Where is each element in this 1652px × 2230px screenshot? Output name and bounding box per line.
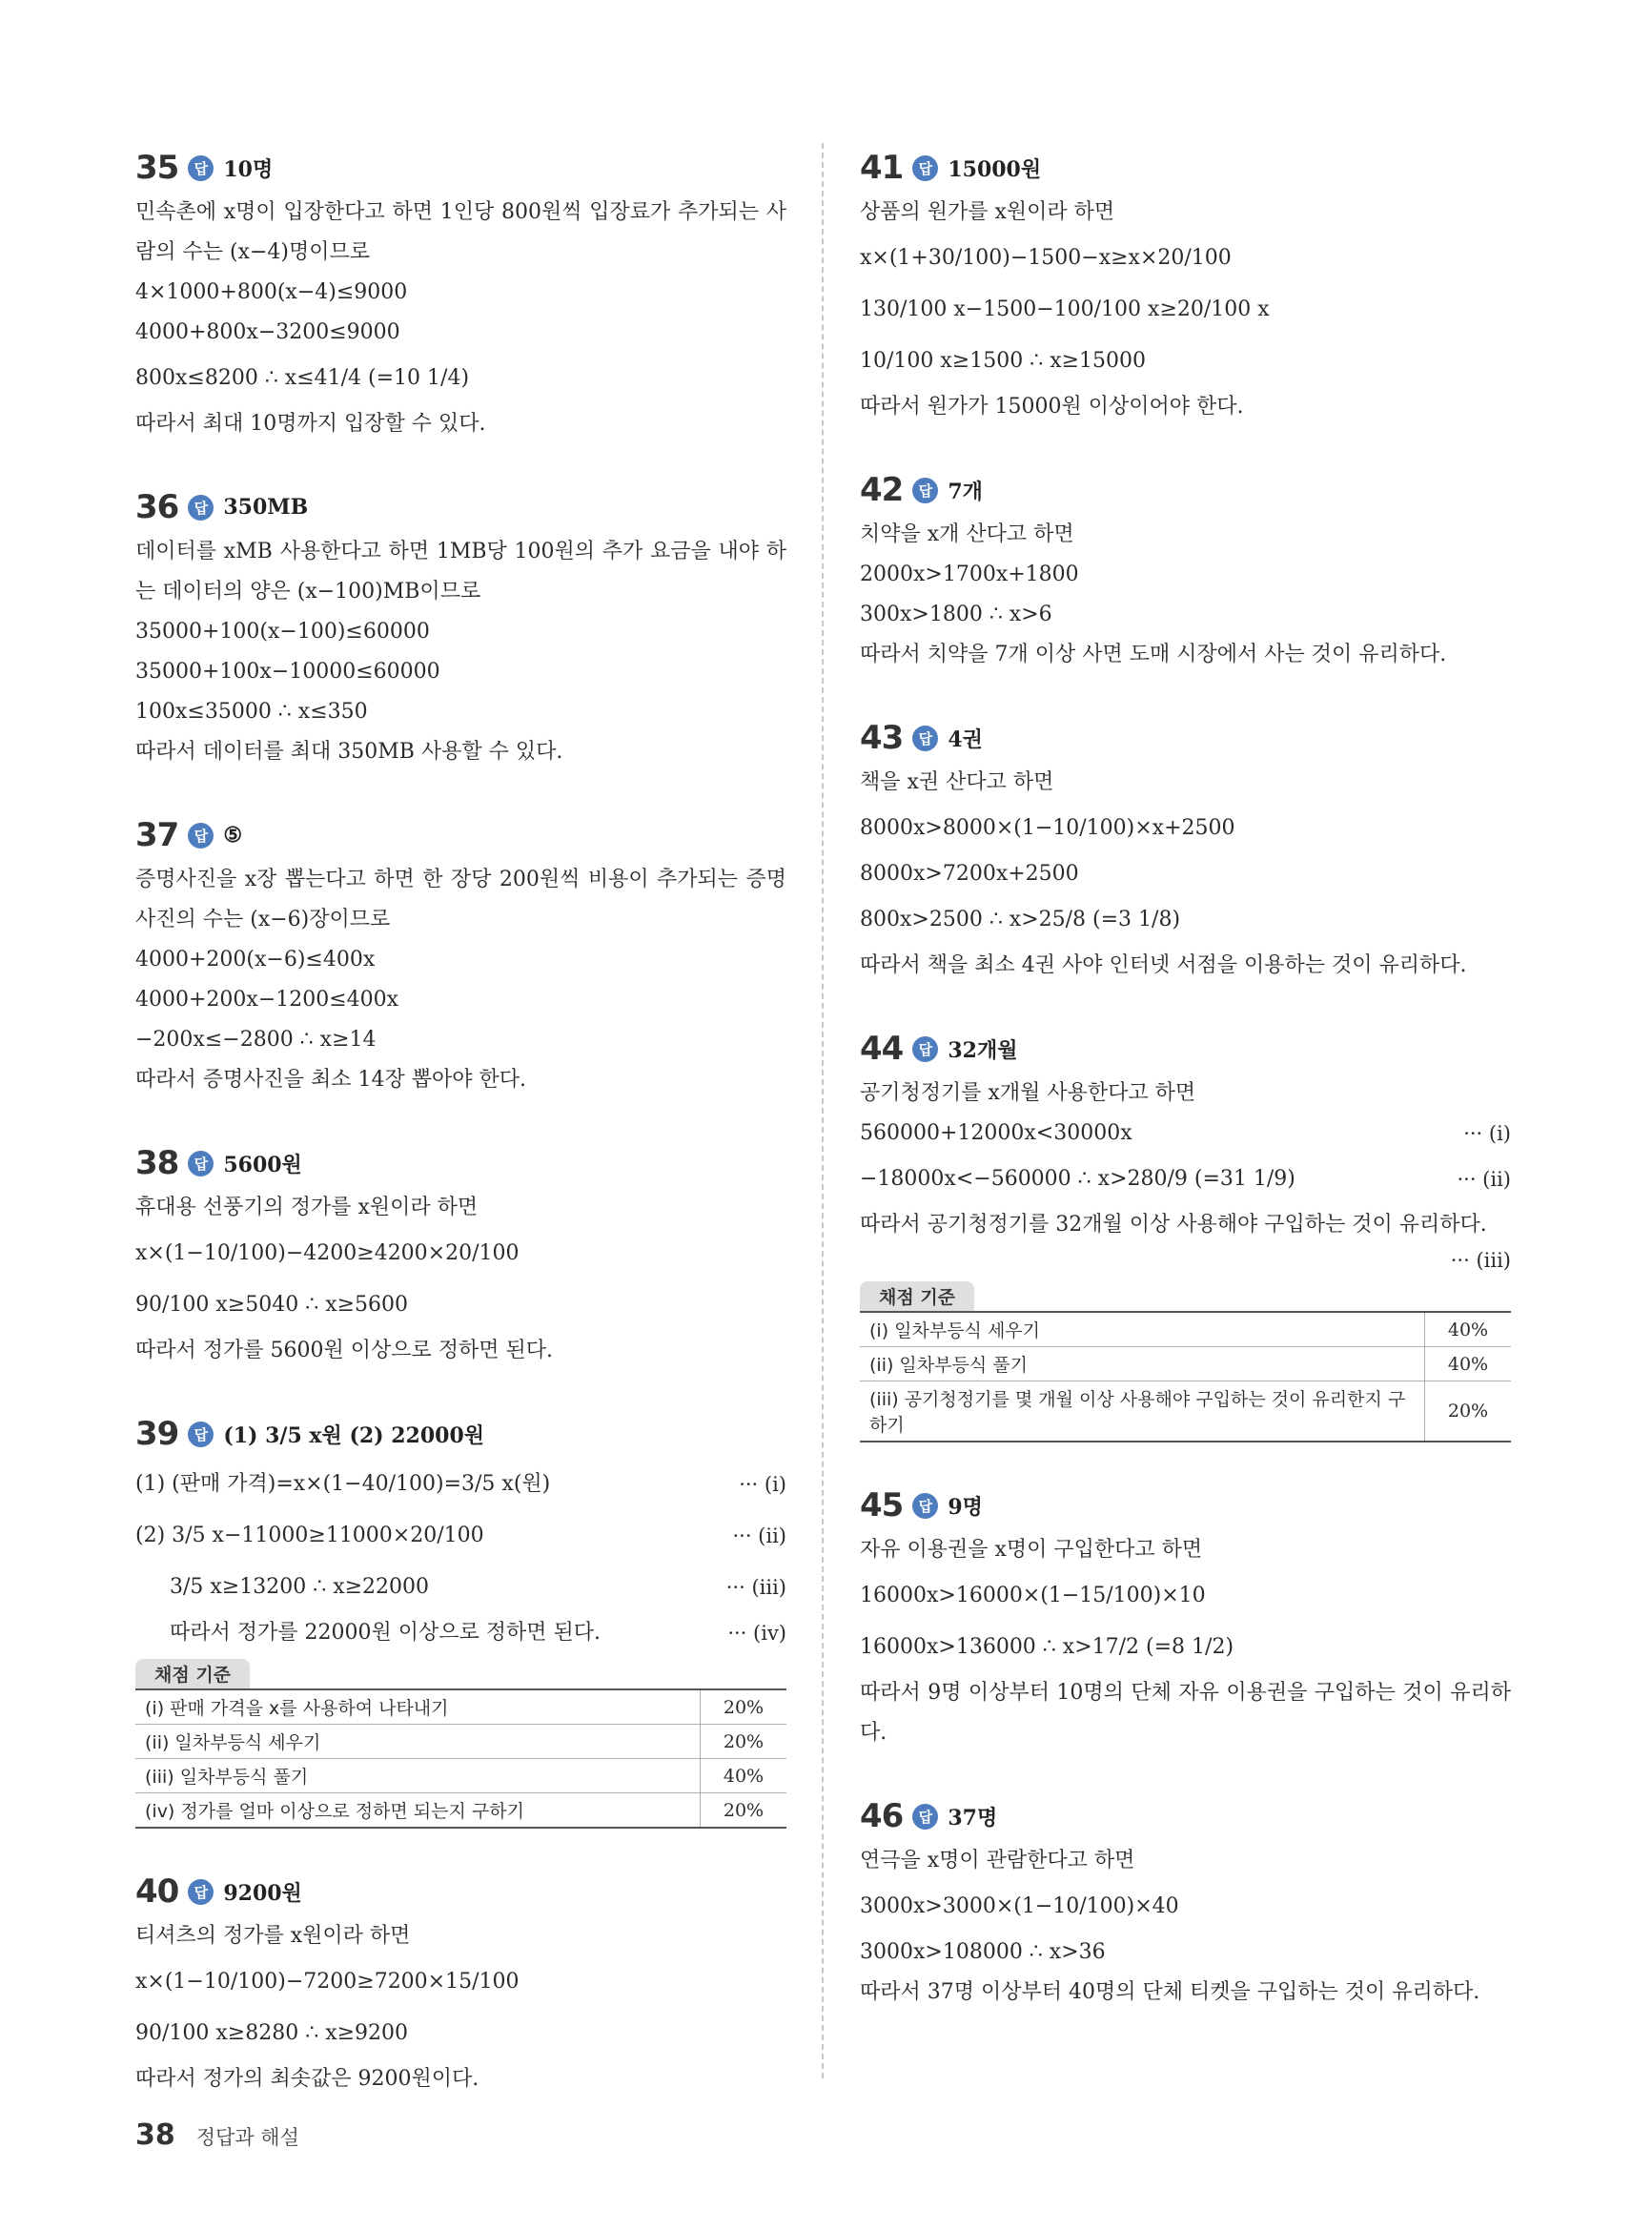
rubric-title: 채점 기준 <box>135 1659 250 1688</box>
answer-badge-icon: 답 <box>188 1879 214 1905</box>
problem-header <box>860 1791 1511 1841</box>
solution-line: 따라서 치약을 7개 이상 사면 도매 시장에서 사는 것이 유리하다. <box>860 643 1447 666</box>
solution-line: 증명사진을 x장 뽑는다고 하면 한 장당 200원씩 비용이 추가되는 증명사진의 수는 (x−6)장이므로 <box>135 868 786 931</box>
rubric-percent: 40% <box>1425 1312 1512 1347</box>
problem-number: 42 <box>860 471 904 509</box>
solution-line: 데이터를 xMB 사용한다고 하면 1MB당 100원의 추가 요금을 내야 하는 데이터의 양은 (x−100)MB이므로 <box>135 540 786 604</box>
solution-line: 2000x>1700x+1800 <box>860 563 1079 586</box>
problem-number: 45 <box>860 1486 904 1524</box>
solution-line: 16000x>16000×(1−15/100)×10 <box>860 1584 1206 1607</box>
answer-text: 9200원 <box>223 1880 302 1906</box>
solution-line: 따라서 정가의 최솟값은 9200원이다. <box>135 2067 479 2091</box>
table-row <box>135 1759 786 1793</box>
solution-step <box>860 1114 1511 1154</box>
problem-number: 46 <box>860 1797 904 1835</box>
problem-44 <box>860 1024 1511 1442</box>
rubric-percent: 40% <box>701 1759 787 1793</box>
solution-line: x×(1+30/100)−1500−x≥x×20/100 <box>860 246 1232 270</box>
answer-text: 10명 <box>223 156 274 182</box>
table-row <box>860 1381 1511 1442</box>
step-marker: ··· (iv) <box>727 1622 786 1645</box>
rubric-item: (ii) 일차부등식 풀기 <box>860 1347 1425 1381</box>
problem-number: 41 <box>860 149 904 187</box>
step-marker: ··· (i) <box>1463 1122 1511 1145</box>
problem-number: 43 <box>860 719 904 757</box>
solution-line: 따라서 정가를 5600원 이상으로 정하면 된다. <box>135 1339 553 1362</box>
solution-line: 3000x>3000×(1−10/100)×40 <box>860 1894 1179 1918</box>
solution-line: 따라서 원가가 15000원 이상이어야 한다. <box>860 395 1244 419</box>
solution-line: 상품의 원가를 x원이라 하면 <box>860 200 1115 224</box>
solution-line: 민속촌에 x명이 입장한다고 하면 1인당 800원씩 입장료가 추가되는 사람의 수는 (x−4)명이므로 <box>135 200 786 264</box>
answer-badge-icon: 답 <box>188 155 214 181</box>
solution-line: −200x≤−2800 ∴ x≥14 <box>135 1028 377 1052</box>
problem-37 <box>135 810 786 1100</box>
rubric-item: (i) 일차부등식 세우기 <box>860 1312 1425 1347</box>
step-marker: ··· (iii) <box>725 1576 786 1599</box>
solution-step <box>135 1510 786 1562</box>
solution-line: 100x≤35000 ∴ x≤350 <box>135 700 368 724</box>
solution-line: 16000x>136000 ∴ x>17/2 (=8 1/2) <box>860 1635 1234 1659</box>
step-text: 공기청정기를 x개월 사용한다고 하면 <box>860 1081 1196 1105</box>
page-number: 38 <box>135 2118 175 2152</box>
solution-step <box>135 1562 786 1613</box>
solution-line: 따라서 9명 이상부터 10명의 단체 자유 이용권을 구입하는 것이 유리하다. <box>860 1681 1511 1745</box>
rubric-percent: 20% <box>701 1793 787 1829</box>
solution-line: 35000+100(x−100)≤60000 <box>135 620 430 644</box>
step-text: 3/5 x≥13200 ∴ x≥22000 <box>170 1575 430 1599</box>
answer-badge-icon: 답 <box>188 1422 214 1447</box>
problem-header <box>860 143 1511 193</box>
rubric-item: (i) 판매 가격을 x를 사용하여 나타내기 <box>135 1689 701 1725</box>
rubric-percent: 20% <box>701 1689 787 1725</box>
step-text: −18000x<−560000 ∴ x>280/9 (=31 1/9) <box>860 1167 1295 1191</box>
problem-number: 35 <box>135 149 179 187</box>
solution-line: 따라서 최대 10명까지 입장할 수 있다. <box>135 412 486 436</box>
answer-badge-icon: 답 <box>912 155 938 181</box>
solution-step <box>860 1245 1511 1276</box>
problem-header <box>135 1867 786 1916</box>
rubric-percent: 40% <box>1425 1347 1512 1381</box>
answer-text: 32개월 <box>948 1037 1018 1063</box>
solution-line: 800x>2500 ∴ x>25/8 (=3 1/8) <box>860 908 1181 931</box>
answer-badge-icon: 답 <box>912 1804 938 1830</box>
answer-text: 4권 <box>948 726 983 752</box>
problem-42 <box>860 465 1511 675</box>
problem-46 <box>860 1791 1511 2013</box>
solution-line: 4000+200(x−6)≤400x <box>135 948 376 972</box>
problem-41 <box>860 143 1511 427</box>
rubric-percent: 20% <box>701 1725 787 1759</box>
step-text: 따라서 공기청정기를 32개월 이상 사용해야 구입하는 것이 유리하다. <box>860 1213 1487 1237</box>
rubric-table <box>135 1688 786 1829</box>
solution-line: 휴대용 선풍기의 정가를 x원이라 하면 <box>135 1196 479 1219</box>
table-row <box>135 1793 786 1829</box>
table-row <box>135 1725 786 1759</box>
solution-line: 따라서 책을 최소 4권 사야 인터넷 서점을 이용하는 것이 유리하다. <box>860 953 1467 977</box>
rubric-item: (iv) 정가를 얼마 이상으로 정하면 되는지 구하기 <box>145 1801 524 1822</box>
answer-text: ⑤ <box>223 823 243 848</box>
step-text: 따라서 정가를 22000원 이상으로 정하면 된다. <box>170 1621 601 1645</box>
problem-header <box>860 713 1511 763</box>
step-text: (2) 3/5 x−11000≥11000×20/100 <box>135 1524 484 1547</box>
problem-header <box>135 1409 786 1459</box>
problem-number: 40 <box>135 1872 179 1911</box>
answer-text: 7개 <box>948 479 983 504</box>
problem-header <box>860 1481 1511 1530</box>
rubric-table <box>860 1311 1511 1442</box>
solution-line: 4×1000+800(x−4)≤9000 <box>135 280 408 304</box>
problem-40 <box>135 1867 786 2099</box>
solution-step <box>135 1459 786 1510</box>
problem-number: 39 <box>135 1415 179 1453</box>
solution-step <box>135 1613 786 1653</box>
rubric-item: (iii) 공기청정기를 몇 개월 이상 사용해야 구입하는 것이 유리한지 구하기 <box>869 1389 1406 1436</box>
problem-header <box>135 143 786 193</box>
table-row <box>860 1347 1511 1381</box>
answer-badge-icon: 답 <box>912 1036 938 1062</box>
column-divider <box>822 143 824 2078</box>
problem-header <box>860 1024 1511 1074</box>
step-marker: ··· (ii) <box>1457 1168 1511 1191</box>
solution-line: 35000+100x−10000≤60000 <box>135 660 440 684</box>
page-footer <box>135 2118 299 2152</box>
answer-badge-icon: 답 <box>188 495 214 521</box>
solution-line: 따라서 증명사진을 최소 14장 뽑아야 한다. <box>135 1068 526 1092</box>
problem-45 <box>860 1481 1511 1753</box>
solution-line: 책을 x권 산다고 하면 <box>860 770 1054 794</box>
solution-line: 연극을 x명이 관람한다고 하면 <box>860 1849 1135 1872</box>
solution-line: x×(1−10/100)−4200≥4200×20/100 <box>135 1241 520 1265</box>
step-text: 560000+12000x<30000x <box>860 1121 1132 1145</box>
step-marker: ··· (iii) <box>1450 1249 1511 1272</box>
problem-43 <box>860 713 1511 986</box>
answer-badge-icon: 답 <box>912 726 938 751</box>
step-text: (1) (판매 가격)=x×(1−40/100)=3/5 x(원) <box>135 1472 551 1496</box>
answer-badge-icon: 답 <box>188 823 214 849</box>
problem-header <box>860 465 1511 515</box>
problem-35 <box>135 143 786 444</box>
solution-line: 4000+200x−1200≤400x <box>135 988 399 1012</box>
rubric-percent: 20% <box>1425 1381 1512 1442</box>
rubric-item: (iii) 일차부등식 풀기 <box>135 1759 701 1793</box>
solution-line: 자유 이용권을 x명이 구입한다고 하면 <box>860 1538 1203 1562</box>
problem-number: 38 <box>135 1144 179 1182</box>
solution-step <box>860 1074 1511 1114</box>
solution-step <box>860 1205 1511 1245</box>
solution-step <box>860 1154 1511 1205</box>
step-marker: ··· (ii) <box>732 1524 786 1547</box>
problem-number: 44 <box>860 1030 904 1068</box>
rubric-item: (ii) 일차부등식 세우기 <box>135 1725 701 1759</box>
answer-badge-icon: 답 <box>188 1151 214 1176</box>
step-marker: ··· (i) <box>739 1473 786 1496</box>
page-label: 정답과 해설 <box>195 2126 299 2149</box>
problem-36 <box>135 482 786 772</box>
problem-38 <box>135 1138 786 1371</box>
solution-line: 4000+800x−3200≤9000 <box>135 320 400 344</box>
solution-line: 8000x>7200x+2500 <box>860 862 1079 886</box>
problem-number: 36 <box>135 488 179 526</box>
solution-line: 90/100 x≥8280 ∴ x≥9200 <box>135 2021 409 2045</box>
solution-line: 300x>1800 ∴ x>6 <box>860 603 1052 626</box>
table-row <box>135 1689 786 1725</box>
solution-line: 따라서 데이터를 최대 350MB 사용할 수 있다. <box>135 740 563 764</box>
solution-line: 10/100 x≥1500 ∴ x≥15000 <box>860 349 1147 373</box>
problem-39 <box>135 1409 786 1829</box>
problem-number: 37 <box>135 816 179 854</box>
answer-text: 5600원 <box>223 1152 302 1177</box>
solution-line: 치약을 x개 산다고 하면 <box>860 522 1074 546</box>
solution-line: 130/100 x−1500−100/100 x≥20/100 x <box>860 297 1270 321</box>
answer-badge-icon: 답 <box>912 1493 938 1519</box>
answer-badge-icon: 답 <box>912 478 938 503</box>
solution-line: 90/100 x≥5040 ∴ x≥5600 <box>135 1293 409 1317</box>
problem-header <box>135 1138 786 1188</box>
solution-line: 8000x>8000×(1−10/100)×x+2500 <box>860 816 1235 840</box>
solution-line: 따라서 37명 이상부터 40명의 단체 티켓을 구입하는 것이 유리하다. <box>860 1980 1480 2004</box>
answer-text: 37명 <box>948 1805 998 1831</box>
left-column <box>135 143 786 2138</box>
problem-header <box>135 810 786 860</box>
solution-line: x×(1−10/100)−7200≥7200×15/100 <box>135 1970 520 1994</box>
answer-text: 350MB <box>223 495 309 520</box>
right-column <box>860 143 1511 2051</box>
rubric-title: 채점 기준 <box>860 1281 974 1311</box>
solution-line: 티셔츠의 정가를 x원이라 하면 <box>135 1924 411 1948</box>
table-row <box>860 1312 1511 1347</box>
problem-header <box>135 482 786 532</box>
solution-line: 800x≤8200 ∴ x≤41/4 (=10 1/4) <box>135 366 470 390</box>
answer-text: (1) 3/5 x원 (2) 22000원 <box>223 1422 485 1448</box>
answer-text: 9명 <box>948 1494 983 1520</box>
solution-line: 3000x>108000 ∴ x>36 <box>860 1940 1106 1964</box>
answer-text: 15000원 <box>948 156 1042 182</box>
